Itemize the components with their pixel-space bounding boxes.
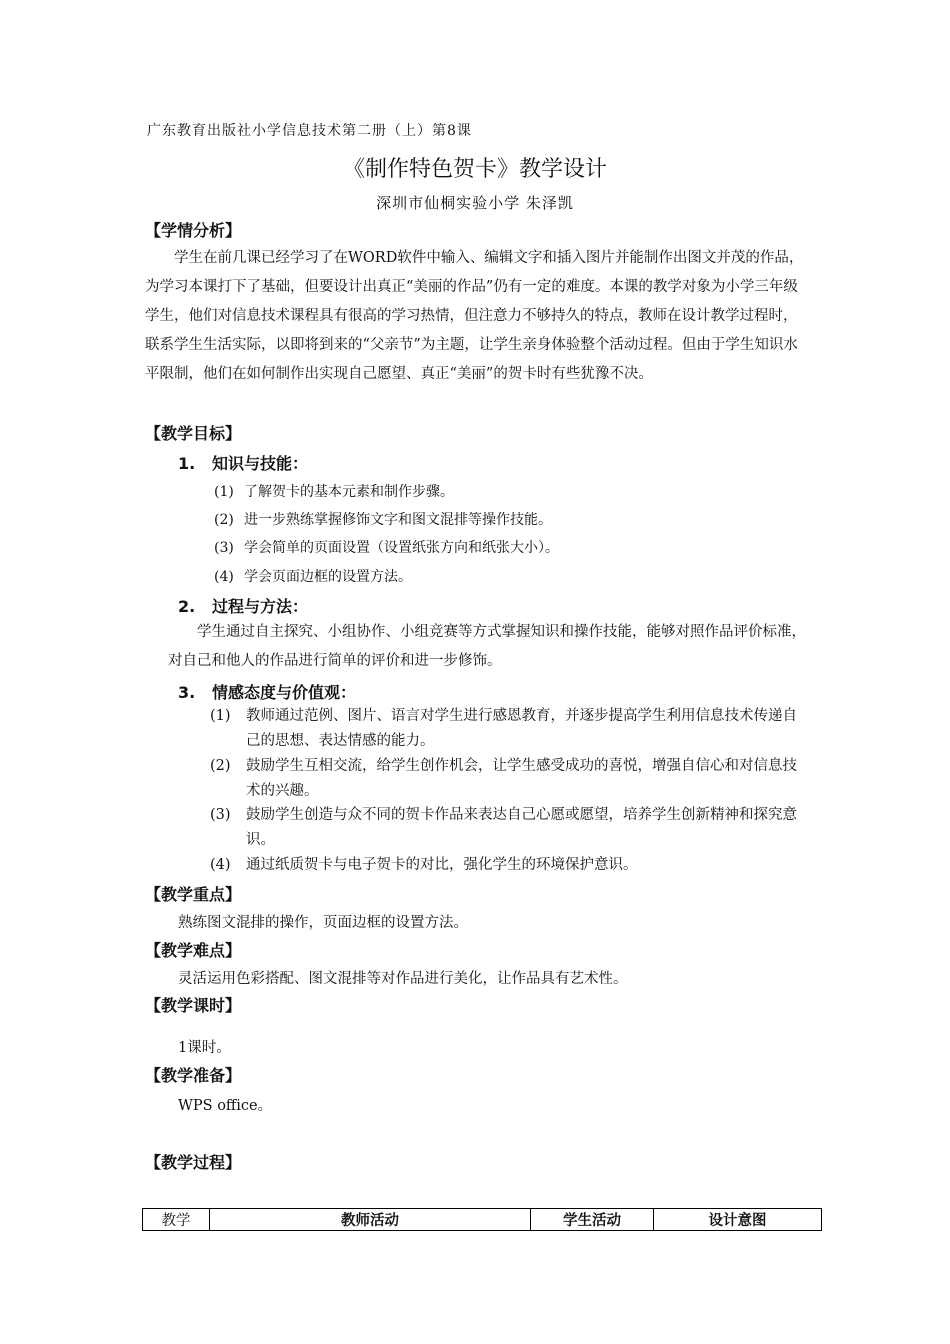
author-line: 深圳市仙桐实验小学 朱泽凯 xyxy=(376,194,574,212)
goal-3-item xyxy=(210,704,810,754)
item-text: 鼓励学生互相交流，给学生创作机会，让学生感受成功的喜悦，增强自信心和对信息技术的兴趣。 xyxy=(246,758,797,799)
table-header-cell: 教学 xyxy=(143,1209,210,1231)
goal-3-heading xyxy=(178,680,356,703)
difficulties-text: 灵活运用色彩搭配、图文混排等对作品进行美化，让作品具有艺术性。 xyxy=(178,971,628,987)
table-header-cell: 设计意图 xyxy=(654,1209,822,1231)
goal-2-title: 过程与方法： xyxy=(212,597,309,616)
item-text: 了解贺卡的基本元素和制作步骤。 xyxy=(244,484,454,500)
goal-2-paragraph: 学生通过自主探究、小组协作、小组竞赛等方式掌握知识和操作技能，能够对照作品评价标准，对自己和他人的作品进行简单的评价和进一步修饰。 xyxy=(168,624,806,669)
goal-1-item xyxy=(214,566,412,586)
item-number: (3) xyxy=(210,807,231,823)
item-text: 学会简单的页面设置（设置纸张方向和纸张大小）。 xyxy=(244,540,559,556)
item-text: 鼓励学生创造与众不同的贺卡作品来表达自己心愿或愿望，培养学生创新精神和探究意识。 xyxy=(246,807,797,848)
heading-process: 【教学过程】 xyxy=(145,1153,242,1172)
item-number: (1) xyxy=(214,484,234,500)
heading-analysis: 【学情分析】 xyxy=(145,221,242,240)
goal-1-item xyxy=(214,537,559,557)
goal-3-title: 情感态度与价值观： xyxy=(212,683,357,702)
item-number: (4) xyxy=(214,569,234,585)
item-text: 学会页面边框的设置方法。 xyxy=(244,569,412,585)
heading-difficulties: 【教学难点】 xyxy=(145,941,242,960)
item-text: 教师通过范例、图片、语言对学生进行感恩教育，并逐步提高学生利用信息技术传递自己的思想、表达情感的能力。 xyxy=(246,708,797,749)
goal-3-item xyxy=(210,853,810,878)
item-text: 通过纸质贺卡与电子贺卡的对比，强化学生的环境保护意识。 xyxy=(246,857,638,873)
goal-2-number: 2. xyxy=(178,597,196,616)
heading-goals: 【教学目标】 xyxy=(145,424,242,443)
key-points-text: 熟练图文混排的操作，页面边框的设置方法。 xyxy=(178,915,468,931)
process-table xyxy=(142,1208,822,1231)
goal-3-item xyxy=(210,754,810,804)
table-header-row xyxy=(143,1209,822,1231)
item-number: (1) xyxy=(210,708,231,724)
item-number: (4) xyxy=(210,857,231,873)
preparation-text: WPS office。 xyxy=(178,1098,273,1114)
goal-1-heading xyxy=(178,451,308,474)
page-title: 《制作特色贺卡》教学设计 xyxy=(342,157,607,182)
goal-3-item xyxy=(210,803,810,853)
goal-3-number: 3. xyxy=(178,683,196,702)
heading-key-points: 【教学重点】 xyxy=(145,885,242,904)
table-header-cell: 学生活动 xyxy=(531,1209,654,1231)
goal-1-item xyxy=(214,481,454,501)
analysis-paragraph: 学生在前几课已经学习了在WORD软件中输入、编辑文字和插入图片并能制作出图文并茂的作品，为学习本课打下了基础，但要设计出真正“美丽的作品”仍有一定的难度。本课的教学对象为小学三年级学生，他们对信息技术课程具有很高的学习热情，但注意力不够持久的特点，教师在设计教学过程时，联系学生生活实际，以即将到来的“父亲节”为主题，让学生亲身体验整个活动过程。但由于学生知识水平限制，他们在如何制作出实现自己愿望、真正“美丽”的贺卡时有些犹豫不决。 xyxy=(145,250,804,382)
item-number: (2) xyxy=(214,512,234,528)
goal-1-title: 知识与技能： xyxy=(212,454,309,473)
goal-1-item xyxy=(214,509,552,529)
item-number: (3) xyxy=(214,540,234,556)
item-number: (2) xyxy=(210,758,231,774)
table-header-cell: 教师活动 xyxy=(210,1209,531,1231)
header-line: 广东教育出版社小学信息技术第二册（上）第8课 xyxy=(147,123,472,139)
heading-preparation: 【教学准备】 xyxy=(145,1066,242,1085)
heading-periods: 【教学课时】 xyxy=(145,996,242,1015)
item-text: 进一步熟练掌握修饰文字和图文混排等操作技能。 xyxy=(244,512,552,528)
periods-text: 1课时。 xyxy=(178,1040,231,1056)
goal-2-heading xyxy=(178,594,308,617)
goal-1-number: 1. xyxy=(178,454,196,473)
